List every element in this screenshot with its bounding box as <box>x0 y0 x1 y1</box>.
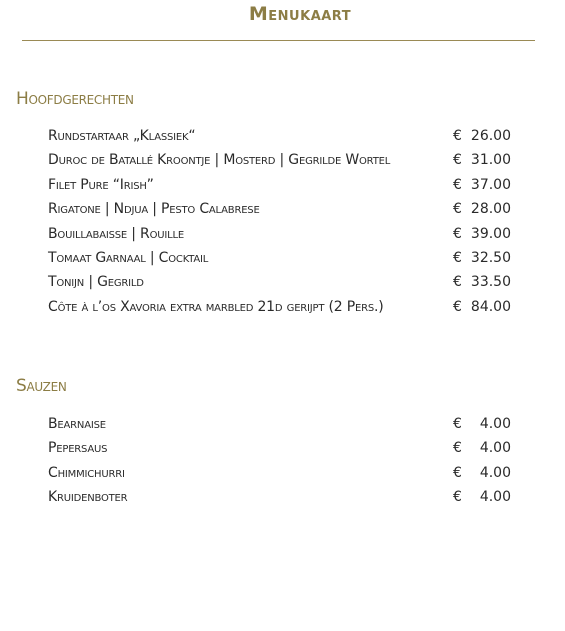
menu-item-name: Bearnaise <box>48 416 106 432</box>
menu-item-currency: € <box>453 440 462 457</box>
menu-item-currency: € <box>453 225 462 242</box>
menu-item <box>48 173 518 197</box>
menu-item <box>48 461 518 485</box>
menu-item <box>48 246 518 270</box>
menu-list-hoofdgerechten <box>48 124 518 319</box>
menu-item-price: 4.00 <box>479 440 511 457</box>
menu-item-price: 37.00 <box>470 176 511 193</box>
menu-item-price: 4.00 <box>479 464 511 481</box>
menu-item <box>48 222 518 246</box>
menu-item <box>48 436 518 460</box>
menu-item-name: Pepersaus <box>48 440 108 457</box>
menu-item-currency: € <box>453 416 462 432</box>
menu-item <box>48 270 518 294</box>
title-divider <box>22 40 535 41</box>
menu-item <box>48 485 518 509</box>
menu-item-price: 31.00 <box>470 152 511 169</box>
menu-item <box>48 197 518 221</box>
menu-item-currency: € <box>453 176 462 193</box>
menu-item <box>48 148 518 172</box>
menu-item-price: 32.50 <box>470 249 511 266</box>
menu-item-currency: € <box>453 201 462 218</box>
menu-item-currency: € <box>453 489 462 506</box>
menu-list-sauzen <box>48 412 518 510</box>
menu-item-price: 28.00 <box>470 201 511 218</box>
menu-item-currency: € <box>453 152 462 169</box>
menu-item-price: 39.00 <box>470 225 511 242</box>
page-title: Menukaart <box>248 3 352 25</box>
menu-item-currency: € <box>453 249 462 266</box>
menu-item-name: Tonijn | Gegrild <box>48 274 144 291</box>
menu-item-price: 4.00 <box>479 489 511 506</box>
menu-item <box>48 124 518 148</box>
menu-item-name: Côte à l’os Xavoria extra marbled 21d gerijpt (2 Pers.) <box>48 298 384 315</box>
menu-item-name: Chimmichurri <box>48 464 125 481</box>
menu-item-currency: € <box>453 464 462 481</box>
menu-item-price: 84.00 <box>470 298 511 315</box>
menu-item-name: Duroc de Batallé Kroontje | Mosterd | Gegrilde Wortel <box>48 152 391 169</box>
section-title-hoofdgerechten: Hoofdgerechten <box>16 89 134 109</box>
menu-item-name: Kruidenboter <box>48 489 128 506</box>
menu-item-currency: € <box>453 128 462 144</box>
menu-item-name: Bouillabaisse | Rouille <box>48 225 184 242</box>
menu-item-name: Rigatone | Ndjua | Pesto Calabrese <box>48 201 260 218</box>
section-title-sauzen: Sauzen <box>16 376 67 396</box>
menu-item-price: 33.50 <box>470 274 511 291</box>
menu-item-price: 4.00 <box>479 416 511 432</box>
menu-item-name: Rundstartaar „Klassiek“ <box>48 128 196 144</box>
menu-item-currency: € <box>453 298 462 315</box>
menu-item-price: 26.00 <box>470 128 511 144</box>
menu-item <box>48 412 518 436</box>
menu-item-name: Tomaat Garnaal | Cocktail <box>48 249 209 266</box>
menu-item-name: Filet Pure “Irish” <box>48 176 154 193</box>
menu-item <box>48 295 518 319</box>
menu-item-currency: € <box>453 274 462 291</box>
